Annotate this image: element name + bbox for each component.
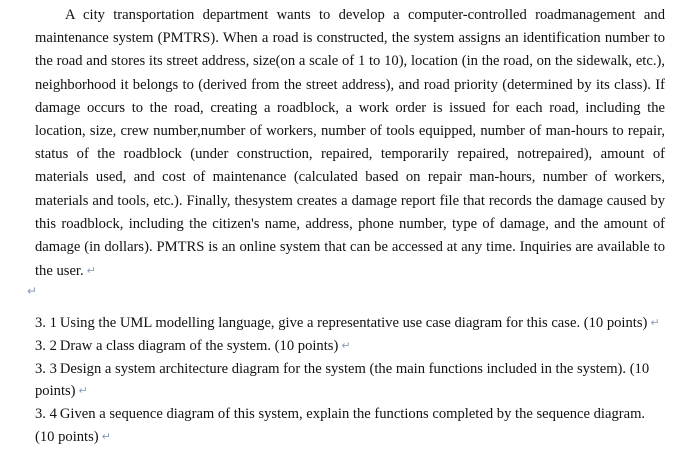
question-item — [35, 403, 665, 449]
question-number: 3. 4 — [35, 406, 57, 423]
question-text: Using the UML modelling language, give a representative use case diagram for this case. (10 points) — [59, 315, 648, 331]
question-text: Design a system architecture diagram for the system (the main functions included in the system). (10 points) — [35, 360, 650, 400]
question-number: 3. 2 — [35, 337, 57, 354]
paragraph-return-icon: ↵ — [86, 264, 96, 278]
return-icon: ↵ — [341, 338, 351, 352]
question-list — [35, 312, 665, 449]
question-text: Draw a class diagram of the system. (10 points) — [59, 337, 339, 354]
question-item — [35, 335, 665, 358]
return-icon: ↵ — [78, 384, 88, 398]
empty-line-return-icon: ↵ — [27, 284, 38, 298]
question-text: Given a sequence diagram of this system, explain the functions completed by the sequence diagram. (10 points) — [35, 406, 646, 445]
paragraph-text: A city transportation department wants to develop a computer-controlled roadmanagement and maintenance system (PMTRS). When a road is constructed, the system assigns an identification number to the road and stores its street address, size(on a scale of 1 to 10), location (in the road, on the sidewalk, etc.), neighborhood it belongs to (derived from the street address), and road priority (determined by its class). If damage occurs to the road, creating a roadblock, a work order is issued for each road, including the location, size, crew number,number of workers, number of tools equipped, number of man-hours to repair, status of the roadblock (under construction, repaired, temporarily repaired, notrepaired), amount of materials used, and cost of maintenance (calculated based on repair man-hours, number of workers, materials and tools, etc.). Finally, thesystem creates a damage report file that records the damage caused by this roadblock, including the citizen's name, address, phone number, type of damage, and the amount of damage (in dollars). PMTRS is an online system that can be accessed at any time. Inquiries are available to the user. — [35, 7, 665, 280]
question-number: 3. 1 — [35, 315, 57, 331]
question-item — [35, 358, 665, 404]
return-icon: ↵ — [101, 429, 111, 443]
return-icon: ↵ — [650, 316, 660, 329]
question-item — [35, 312, 665, 335]
question-number: 3. 3 — [35, 360, 57, 377]
problem-description — [35, 4, 665, 283]
